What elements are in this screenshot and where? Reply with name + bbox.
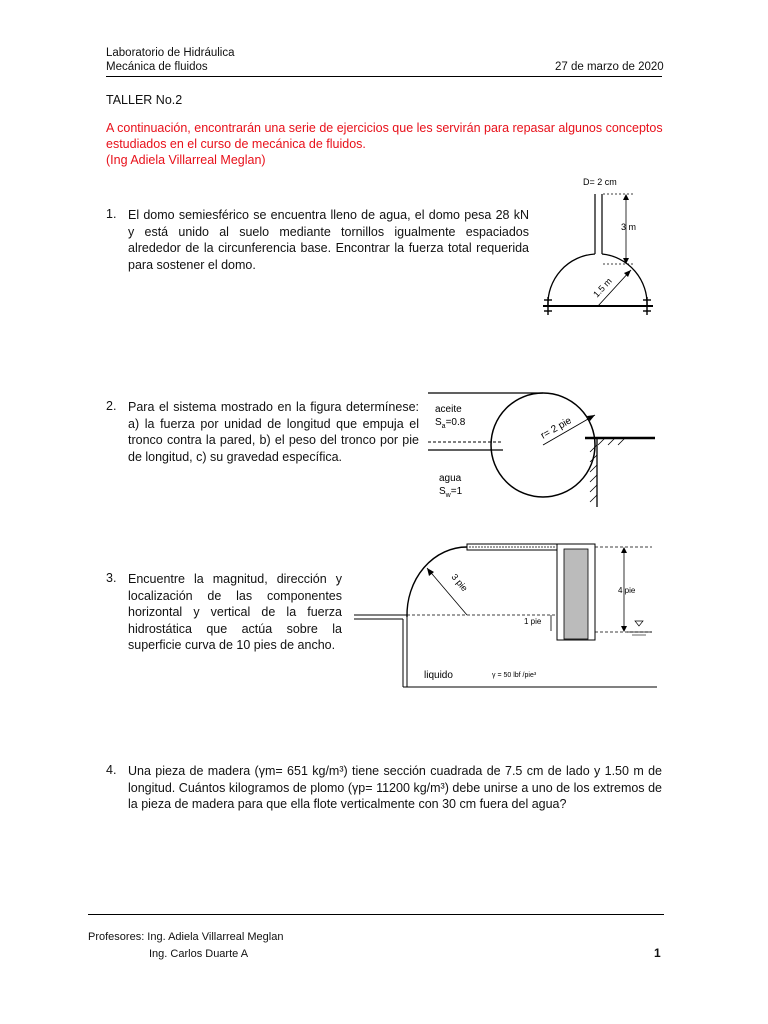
problem-4-number: 4. xyxy=(106,763,117,777)
fig3-gamma-label: γ = 50 lbf /pie³ xyxy=(492,672,537,679)
header-rule xyxy=(106,76,662,77)
header-date: 27 de marzo de 2020 xyxy=(555,61,664,73)
fig3-height-label: 4 pie xyxy=(618,586,636,595)
fig2-oil-label: aceite xyxy=(435,404,462,415)
header-course: Mecánica de fluidos xyxy=(106,61,208,73)
page-number: 1 xyxy=(654,946,661,960)
fig2-water-density: $S_w=1$ xyxy=(439,486,463,499)
problem-1-text: El domo semiesférico se encuentra lleno de agua, el domo pesa 28 kN y está unido al suelo mediante tornillos igualmente espaciados alrededor de la circunferencia base. Encontrar la fuerza total requerida para sostener el domo. xyxy=(128,208,529,272)
intro-text xyxy=(106,120,676,168)
intro-line-3: (Ing Adiela Villarreal Meglan) xyxy=(106,153,266,167)
header-lab: Laboratorio de Hidráulica xyxy=(106,47,235,59)
figure-2-log xyxy=(425,385,665,513)
intro-line-2: estudiados en el curso de mecánica de fluidos. xyxy=(106,137,366,151)
problem-1-number: 1. xyxy=(106,207,117,221)
fig3-radius-label: 3 pie xyxy=(449,571,470,594)
fig1-radius-label: 1.5 m xyxy=(591,276,614,300)
problem-4-text: Una pieza de madera (γm= 651 kg/m³) tiene sección cuadrada de 7.5 cm de lado y 1.50 m de longitud. Cuántos kilogramos de plomo (γp= 11200 kg/m³) debe unirse a uno de los extremos de la pieza de madera para que ella flote verticalmente con 30 cm fuera del agua? xyxy=(128,764,662,811)
problem-2-number: 2. xyxy=(106,399,117,413)
problem-3-number: 3. xyxy=(106,571,117,585)
fig1-height-label: 3 m xyxy=(621,222,637,232)
intro-line-1: A continuación, encontrarán una serie de ejercicios que les servirán para repasar algunos conceptos xyxy=(106,121,663,135)
figure-1-dome xyxy=(535,172,665,320)
fig2-water-label: agua xyxy=(439,473,462,484)
footer-professor-2: Ing. Carlos Duarte A xyxy=(149,948,249,960)
footer-professors: Profesores: Ing. Adiela Villarreal Meglan xyxy=(88,931,284,943)
fig2-radius-label: r= 2 pie xyxy=(539,415,574,442)
problem-2-text: Para el sistema mostrado en la figura determínese: a) la fuerza por unidad de longitud que empuja el tronco contra la pared, b) el peso del tronco por pie de longitud, c) su gravedad específica. xyxy=(128,400,419,464)
page-title: TALLER No.2 xyxy=(106,93,183,107)
figure-3-curved-surface xyxy=(352,535,662,695)
fig2-oil-density: $S_a=0.8$ xyxy=(435,417,466,430)
problem-3-text: Encuentre la magnitud, dirección y localización de las componentes horizontal y vertical de la fuerza hidrostática que actúa sobre la superficie curva de 10 pies de ancho. xyxy=(128,572,342,652)
footer-rule xyxy=(88,914,664,915)
fig3-liquid-label: liquido xyxy=(424,670,453,681)
fig1-diameter-label: D= 2 cm xyxy=(583,177,617,187)
fig3-small-label: 1 pie xyxy=(524,617,542,626)
